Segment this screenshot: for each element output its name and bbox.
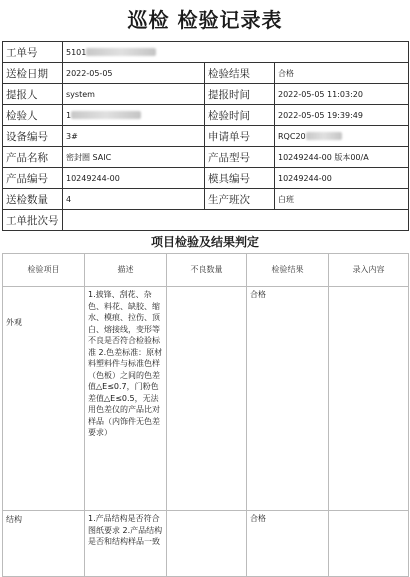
submit-time-value: 2022-05-05 11:03:20	[275, 84, 409, 105]
check-defects	[167, 511, 247, 577]
info-row	[3, 42, 409, 63]
request-no-value: RQC20	[275, 126, 409, 147]
check-header-row	[3, 254, 409, 287]
section-title: 项目检验及结果判定	[150, 235, 259, 249]
batch-label: 工单批次号	[3, 210, 63, 231]
mold-code-label: 模具编号	[205, 168, 275, 189]
table-row	[3, 511, 409, 577]
check-desc: 1.披锋、刮花、杂色、料花、缺胶、缩水、模痕、拉伤、顶白、熔接线，变形等不良是否符合检验标准 2.色差标准：原材料塑料件与标准色样（色板）之间的色差值△E≤0.7，门粉色差值△E≤0.5，无法用色差仪的产品比对样品（内饰件无色差要求）	[85, 287, 167, 511]
product-model-value: 10249244-00 版本00/A	[275, 147, 409, 168]
work-order-value: 5101	[63, 42, 409, 63]
shift-value: 白班	[275, 189, 409, 210]
check-result: 合格	[247, 287, 329, 511]
redacted-mark	[71, 111, 141, 119]
check-table	[2, 253, 409, 577]
send-qty-label: 送检数量	[3, 189, 63, 210]
info-row	[3, 210, 409, 231]
table-row	[3, 287, 409, 511]
redacted-mark	[306, 132, 342, 140]
document-title: 巡检 检验记录表	[127, 8, 283, 32]
check-entry	[329, 287, 409, 511]
product-code-label: 产品编号	[3, 168, 63, 189]
submitter-value: system	[63, 84, 205, 105]
result-label: 检验结果	[205, 63, 275, 84]
info-row	[3, 168, 409, 189]
submit-time-label: 提报时间	[205, 84, 275, 105]
check-desc: 1.产品结构是否符合图纸要求 2.产品结构是否和结构样品一致	[85, 511, 167, 577]
info-row	[3, 126, 409, 147]
product-name-value: 密封圈 SAIC	[63, 147, 205, 168]
product-model-label: 产品型号	[205, 147, 275, 168]
work-order-label: 工单号	[3, 42, 63, 63]
info-row	[3, 147, 409, 168]
redacted-mark	[86, 48, 156, 56]
col-header-item: 检验项目	[3, 254, 85, 287]
col-header-entry: 录入内容	[329, 254, 409, 287]
send-qty-value: 4	[63, 189, 205, 210]
info-row	[3, 84, 409, 105]
inspect-time-value: 2022-05-05 19:39:49	[275, 105, 409, 126]
mold-code-value: 10249244-00	[275, 168, 409, 189]
submitter-label: 提报人	[3, 84, 63, 105]
inspector-label: 检验人	[3, 105, 63, 126]
info-row	[3, 105, 409, 126]
request-no-label: 申请单号	[205, 126, 275, 147]
batch-value	[63, 210, 409, 231]
product-code-value: 10249244-00	[63, 168, 205, 189]
inspector-value: 1	[63, 105, 205, 126]
send-date-label: 送检日期	[3, 63, 63, 84]
check-entry	[329, 511, 409, 577]
inspect-time-label: 检验时间	[205, 105, 275, 126]
send-date-value: 2022-05-05	[63, 63, 205, 84]
product-name-label: 产品名称	[3, 147, 63, 168]
equipment-value: 3#	[63, 126, 205, 147]
info-table	[2, 41, 409, 231]
shift-label: 生产班次	[205, 189, 275, 210]
col-header-desc: 描述	[85, 254, 167, 287]
check-item: 外观	[3, 287, 85, 511]
col-header-result: 检验结果	[247, 254, 329, 287]
check-item: 结构	[3, 511, 85, 577]
col-header-defects: 不良数量	[167, 254, 247, 287]
info-row	[3, 63, 409, 84]
info-row	[3, 189, 409, 210]
result-value: 合格	[275, 63, 409, 84]
check-result: 合格	[247, 511, 329, 577]
equipment-label: 设备编号	[3, 126, 63, 147]
check-defects	[167, 287, 247, 511]
